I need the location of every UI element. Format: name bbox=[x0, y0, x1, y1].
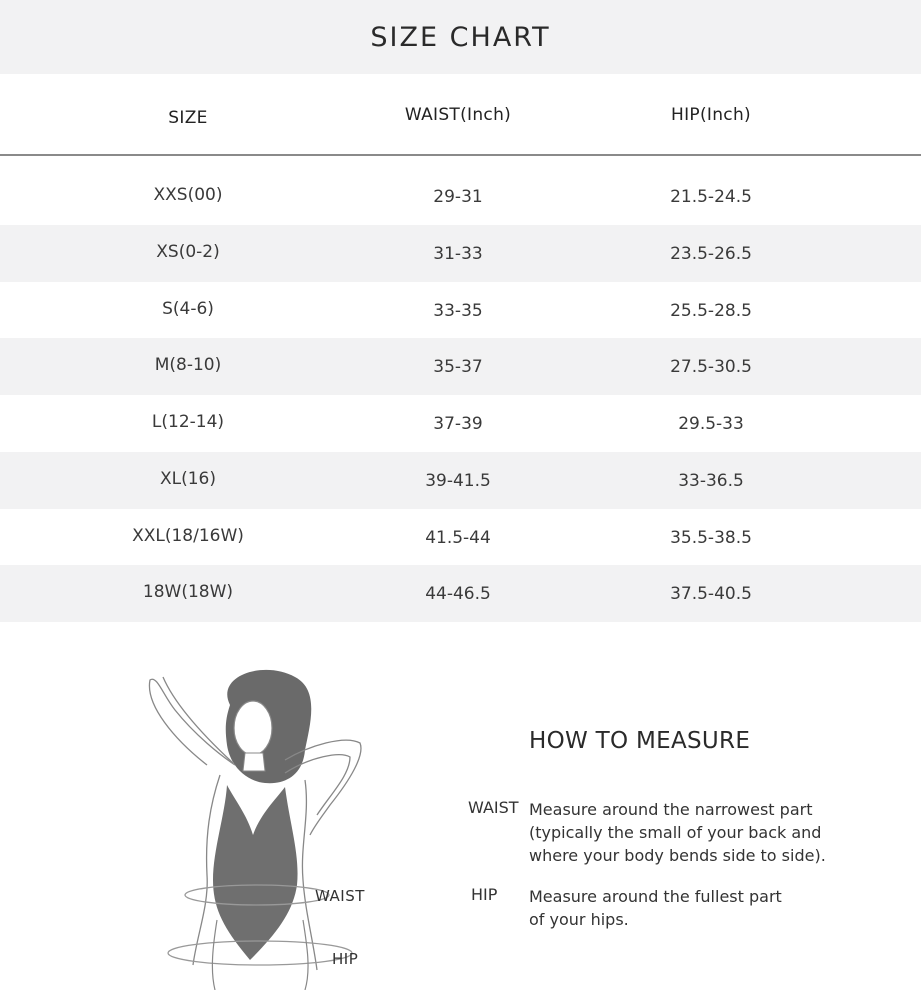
size-table bbox=[0, 168, 921, 622]
table-row bbox=[0, 395, 921, 452]
body-figure-icon bbox=[135, 665, 390, 990]
hip-cell: 27.5-30.5 bbox=[670, 357, 752, 378]
size-cell: 18W(18W) bbox=[142, 582, 234, 603]
size-cell: S(4-6) bbox=[162, 298, 214, 319]
table-row bbox=[0, 225, 921, 282]
hip-cell: 35.5-38.5 bbox=[670, 527, 752, 548]
size-cell: XXS(00) bbox=[153, 185, 223, 205]
face-shape bbox=[234, 701, 272, 755]
waist-cell: 33-35 bbox=[433, 300, 483, 321]
waist-cell: 31-33 bbox=[433, 243, 483, 264]
hip-cell: 21.5-24.5 bbox=[670, 187, 752, 207]
hip-cell: 29.5-33 bbox=[678, 414, 744, 434]
table-row bbox=[0, 509, 921, 566]
column-header-size: SIZE bbox=[168, 108, 208, 128]
hip-measure-text: Measure around the fullest part of your hips. bbox=[529, 887, 782, 929]
column-header-hip: HIP(Inch) bbox=[671, 105, 751, 125]
table-row bbox=[0, 338, 921, 395]
column-header-waist: WAIST(Inch) bbox=[404, 105, 512, 125]
page-title: SIZE CHART bbox=[370, 21, 551, 53]
hip-cell: 25.5-28.5 bbox=[670, 300, 752, 321]
table-row bbox=[0, 282, 921, 339]
size-cell: XL(16) bbox=[159, 468, 216, 489]
figure-waist-label: WAIST bbox=[315, 887, 365, 905]
waist-cell: 44-46.5 bbox=[425, 584, 491, 605]
size-cell: M(8-10) bbox=[154, 355, 222, 376]
hip-measure-label: HIP bbox=[471, 885, 498, 904]
waist-measure-text: Measure around the narrowest part (typically the small of your back and where your body bends side to side). bbox=[529, 800, 826, 865]
waist-cell: 29-31 bbox=[433, 187, 483, 207]
hip-cell: 33-36.5 bbox=[678, 470, 744, 491]
waist-cell: 39-41.5 bbox=[425, 470, 491, 491]
size-cell: XS(0-2) bbox=[156, 241, 220, 262]
waist-cell: 35-37 bbox=[433, 357, 483, 378]
figure-hip-label: HIP bbox=[332, 950, 359, 968]
hip-cell: 37.5-40.5 bbox=[670, 584, 752, 605]
table-row bbox=[0, 565, 921, 622]
how-to-measure-title: HOW TO MEASURE bbox=[529, 728, 751, 754]
table-header bbox=[0, 74, 921, 156]
size-cell: XXL(18/16W) bbox=[132, 525, 244, 546]
title-bar bbox=[0, 0, 921, 74]
hip-cell: 23.5-26.5 bbox=[670, 243, 752, 264]
body-figure-illustration bbox=[135, 665, 390, 990]
waist-cell: 41.5-44 bbox=[425, 527, 491, 548]
swimsuit-shape bbox=[213, 785, 298, 960]
table-row bbox=[0, 168, 921, 225]
waist-cell: 37-39 bbox=[433, 414, 483, 434]
size-cell: L(12-14) bbox=[151, 412, 225, 432]
waist-measure-label: WAIST bbox=[468, 798, 519, 817]
table-row bbox=[0, 452, 921, 509]
